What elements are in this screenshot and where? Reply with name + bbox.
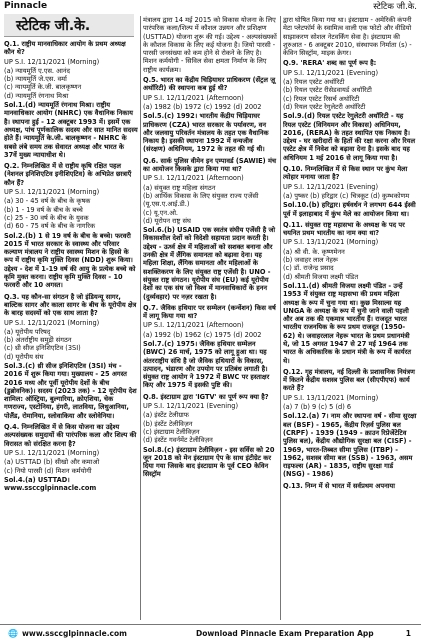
option: (a) 1992 (b) 1962 (c) 1975 (d) 2002 <box>143 330 262 339</box>
solution: Sol.6.(b) USAID एक स्वतंत्र संघीय एजेंसी है जो विकासशील देशों को विदेशी सहायता प्रदान करती है। उद्देश्य - ऊर्ध्व क्षेत्र में महिलाओं को सशक्त बनाना और उनकी क्षेत्र में लैंगिक समानता को बढ़ावा देना। यह महिला शिक्षा, लैंगिक समानता और महिलाओं के सशक्तिकरण के लिए संयुक्त राष्ट्र एजेंसी है। UNO - संयुक्त राष्ट्र संगठन। यूरोपीय संघ (EU) कई यूरोपीय देशों का एक संघ जो विश्व में मानवाधिकारों के हनन (दुर्व्यवहार) पर नज़र रखता है। <box>143 226 276 301</box>
option: (b) रियल एस्टेट रीसेडवायर्ड अथॉरिटी <box>283 86 372 95</box>
option: (d) 60 - 75 वर्ष के बीच के नागरिक <box>4 222 96 231</box>
solution: Sol.2.(b) 1 से 19 वर्ष के बीच के बच्चे। फरवरी 2015 में भारत सरकार के स्वास्थ्य और परिवार कल्याण मंत्रालय ने राष्ट्रीय स्वास्थ्य मिशन के हिस्से के रूप में राष्ट्रीय कृमि मुक्ति दिवस (NDD) शुरू किया। उद्देश्य - देश में 1-19 वर्ष की आयु के प्रत्येक बच्चे को कृमि मुक्त करना। राष्ट्रीय कृमि मुक्ति दिवस - 10 फरवरी और 10 अगस्त। <box>4 231 136 290</box>
option: (d) श्रीमती विजया लक्ष्मी पंडित <box>283 272 359 281</box>
option: (a) रियल एस्टेट अथॉरिटी <box>283 78 345 87</box>
option: (a) यूरोपीय परिषद् <box>4 327 51 336</box>
question: Q.11. संयुक्त राष्ट्र महासभा के अध्यक्ष के पद पर चयनित प्रथम भारतीय का नाम क्या था? <box>283 220 405 238</box>
solution: Sol.9.(d) रियल एस्टेट रेगुलेटरी अथॉरिटी - यह रियल एस्टेट (विनियमन और विकास) अधिनियम, 2016, (RERA) के तहत स्थापित एक निकाय है। उद्देश्य - घर खरीदारों के हितों की रक्षा करना और रियल एस्टेट क्षेत्र में निवेश को बढ़ावा देना है। इसके बाद यह अधिनियम 1 मई 2016 से लागू किया गया है। <box>283 112 416 162</box>
brand-name: Pinnacle <box>4 1 48 11</box>
question: Q.1. राष्ट्रीय मानवाधिकार आयोग के प्रथम अध्यक्ष कौन थे? <box>4 40 126 57</box>
exam-info: UP S.I. 12/11/2021 (Afternoon) <box>143 174 244 183</box>
option: (c) 25 - 30 वर्ष के बीच के युवक <box>4 213 89 222</box>
option: (a) इंस्टेंट टेलीग्राफ <box>143 411 189 420</box>
question: Q.2. निम्नलिखित में से राष्ट्रीय कृषि रक्षित पहल (नेशनल इनिशिएटिव इनीशिएटिव) के अभिप्रेत छात्राएँ कौन हैं? <box>4 162 132 187</box>
option: (c) यू.एन.ओ. <box>143 208 179 217</box>
option: (a) न्यायमूर्ति ए.एस. आनंद <box>4 66 71 75</box>
column-2 <box>143 16 277 620</box>
option: (d) यूरोपन राष्ट्र संघ <box>143 216 191 225</box>
header-subject: स्टेटिक जी.के. <box>373 2 417 12</box>
exam-info: UP S.I. 12/11/2021 (Evening) <box>283 182 379 191</box>
option: (d) न्यायमूर्ति रंगनाथ मिश्रा <box>4 91 69 100</box>
column-divider <box>140 16 141 620</box>
question: Q.9. 'RERA' शब्द का पूर्ण रूप है: <box>283 59 377 68</box>
option: (c) डॉ. राजेन्द्र प्रसाद <box>283 264 334 273</box>
option: (d) यूरोपीय संघ <box>4 352 44 361</box>
column-1 <box>4 38 138 620</box>
solution: Sol.4.(a) USTTAD। www.ssccglpinnacle.com <box>4 475 97 493</box>
solution: Sol.1.(d) न्यायमूर्ति रंगनाथ मिश्रा। राष्ट्रीय मानवाधिकार आयोग (NHRC) एक वैधानिक निकाय है। स्थापना हुई - 12 अक्टूबर 1993 में। इसमें एक अध्यक्ष, पांच पूर्णकालिक सदस्य और सात मानित सदस्य होते हैं। न्यायमूर्ति के.जी. बालकृष्णन - NHRC के सबसे लंबे समय तक सेवारत अध्यक्ष और भारत के 37वें मुख्य न्यायाधीश थे। <box>4 101 138 159</box>
option: (d) रियल एस्टेट रेगुलेटरी अथॉरिटी <box>283 102 366 111</box>
question: Q.8. इंस्टाग्राम द्वारा 'IGTV' का पूर्ण रूप क्या है? <box>143 392 269 401</box>
website-link[interactable]: www.ssccglpinnacle.com <box>22 629 127 638</box>
option: (b) न्यायमूर्ति जे.एस. वर्मा <box>4 75 67 84</box>
title-banner <box>4 14 134 37</box>
option: (d) इंस्टेंट गवर्नमेंट टेलीविज़न <box>143 436 213 445</box>
exam-info: UP S.I. 13/11/2021 (Morning) <box>283 393 379 402</box>
option: (c) न्यायमूर्ति के.जी. बालकृष्णन <box>4 83 82 92</box>
question: Q.7. जैविक हथियार पर सम्मेलन (कन्वेंशन) किस वर्ष में लागू किया गया था? <box>143 303 276 321</box>
exam-info: UP S.I. 12/11/2021 (Morning) <box>4 318 100 327</box>
option: (a) 7 (b) 9 (c) 5 (d) 6 <box>283 403 352 412</box>
page-number: 1 <box>405 629 411 638</box>
exam-info: UP S.I. 12/11/2021 (Evening) <box>283 68 379 77</box>
page-header <box>0 0 421 14</box>
option: (c) इंस्टाग्राम टेलीविज़न <box>143 427 200 436</box>
column-divider <box>280 16 281 620</box>
option: (a) संयुक्त राष्ट्र महिला संगठन <box>143 183 216 192</box>
page-title: स्टेटिक जी.के. <box>16 18 91 34</box>
column-3 <box>283 16 417 620</box>
exam-info: द्वारा घोषित किया गया था। इंस्टाग्राम - अमेरिकी कंपनी मेटा प्लेटफॉर्म के स्वामित्व वाली एक फोटो और वीडियो साझाकरण सोशल नेटवर्किंग सेवा है। इंस्टाग्राम की शुरुआत - 6 अक्टूबर 2010, संस्थापक निर्माता (s) - केविन सिस्ट्रॉम, माइक क्रेगर। <box>283 16 412 58</box>
option: (a) USTTAD (b) सीखो और कमाओ <box>4 458 100 467</box>
solution: Sol.3.(c) थ्री सीज इनिशिएटिव (3SI) मंच - 2016 में शुरू किया गया। मुख्यालय - 25 अगस्त 2016 मध्य और पूर्वी यूरोपीय देशों के बीच (डुब्रोवनिक)। सदस्य (2023 तक) - 12 यूरोपीय देश शामिल: ऑस्ट्रिया, बुल्गारिया, क्रोएशिया, चेक गणराज्य, एस्टोनिया, हंगरी, लातविया, लिथुआनिया, पोलैंड, रोमानिया, स्लोवाकिया और स्लोवेनिया। <box>4 361 137 420</box>
option: (b) 1 - 19 वर्ष के बीच के बच्चे <box>4 205 83 214</box>
exam-info: UP S.I. 12/11/2021 (Evening) <box>143 402 239 411</box>
exam-info: UP S.I. 12/11/2021 (Morning) <box>4 57 100 66</box>
option: (c) थ्री सीज इनिशिएटिव (3SI) <box>4 344 81 353</box>
solution: Sol.8.(c) इंस्टाग्राम टेलीविज़न - इस सर्विस को 20 जून 2018 को मेन इंस्टाग्राम ऐप के साथ इंटीग्रेट कर दिया गया जिसके बाद इंस्टाग्राम के पूर्व CEO केविन सिस्ट्रॉम <box>143 445 275 479</box>
question: Q.5. भारत का केंद्रीय चिड़ियाघर प्राधिकरण (सेंट्रल ज़ू अथॉरिटी) की स्थापना कब हुई थी? <box>143 76 276 93</box>
question: Q.6. सार्क पुलिस वीमेन इन एम्पावर्ड (SAWIE) मंच का आयोजन किसके द्वारा किया गया था? <box>143 156 277 174</box>
solution: Sol.12.(a) 7। नाम और स्थापना वर्ष - सीमा सुरक्षा बल (BSF) - 1965, केंद्रीय रिज़र्व पुलिस बल (CRPF) - 1939 (1949 - क्राउन रिप्रेजेंटेटिव पुलिस बल), केंद्रीय औद्योगिक सुरक्षा बल (CISF) - 1969, भारत-तिब्बत सीमा पुलिस (ITBP) - 1962, सशस्त्र सीमा बल (SSB) - 1963, असम राइफल्स (AR) - 1835, राष्ट्रीय सुरक्षा गार्ड (NSG) - 1986) <box>283 412 417 479</box>
solution: Sol.10.(b) हरिद्वार। हर्षवर्धन ने लगभग 644 ईस्वी पूर्व में इलाहाबाद में कुंभ मेले का आयोजन किया था। <box>283 201 416 218</box>
exam-info: UP S.I. 12/11/2021 (Afternoon) <box>143 93 244 102</box>
question: Q.13. निम्न में से भारत में सर्वप्रथम अपनाया <box>283 481 395 490</box>
option: (c) रियल एस्टेट रिसर्च अथॉरिटी <box>283 94 360 103</box>
option: (b) जवाहर लाल नेहरू <box>283 256 339 265</box>
page-footer <box>0 624 421 641</box>
option: (b) इंस्टेंट टेलीविज़न <box>143 419 193 428</box>
option: (a) श्री वी. के. कृष्णमेनन <box>283 247 345 256</box>
option: (a) 30 - 45 वर्ष के बीच के कृषक <box>4 197 91 206</box>
question: Q.12. गृह मंत्रालय, नई दिल्ली के प्रशासनिक नियंत्रण में कितने केंद्रीय सशस्त्र पुलिस बल (सीएपीएफ) कार्य करते हैं? <box>283 367 415 393</box>
exam-info: UP S.I. 12/11/2021 (Morning) <box>4 188 100 197</box>
option: (a) 1982 (b) 1972 (c) 1992 (d) 2002 <box>143 102 262 111</box>
question: Q.4. निम्नलिखित में से किस योजना का उद्देश्य अल्पसंख्यक समुदायों की पारंपरिक कला और शिल्प की विरासत को संरक्षित करना है? <box>4 423 137 448</box>
exam-info: UP S.I. 12/11/2021 (Morning) <box>4 448 100 457</box>
option: (b) अंतर्राष्ट्रीय समुद्री संगठन <box>4 336 72 345</box>
solution: Sol.5.(c) 1992। भारतीय केंद्रीय चिड़ियाघर प्राधिकरण (CZA) भारत सरकार के पर्यावरण, वन और जलवायु परिवर्तन मंत्रालय के तहत एक वैधानिक निकाय है। इसकी स्थापना 1992 में वन्यजीव (संरक्षण) अधिनियम, 1972 के तहत की गई थी। <box>143 112 269 154</box>
exam-info: UP S.I. 12/11/2021 (Afternoon) <box>143 321 244 330</box>
question: Q.3. यह कौन-सा संगठन है जो इंडियन्यू सागर, बाल्टिक सागर और काला सागर के बीच के यूरोपीय क्षेत्र के बारह सदस्यों को एक साथ लाता है? <box>4 292 137 318</box>
question: Q.10. निम्नलिखित में से किस स्थान पर कुंभ मेला त्योहार मनाया जाता है? <box>283 165 408 182</box>
option: (b) आर्थिक विकास के लिए संयुक्त राज्य एजेंसी (यू.एस.ए.आई.डी.) <box>143 191 259 209</box>
exam-info: UP S.I. 13/11/2021 (Morning) <box>283 238 379 247</box>
option: (c) नियो पारसी (d) मिशन कर्मयोगी <box>4 466 92 475</box>
solution: Sol.7.(c) 1975। जैविक हथियार सम्मेलन (BWC) 26 मार्च, 1975 को लागू हुआ था। यह अंतरराष्ट्रीय संधि है जो जैविक हथियारों के विकास, उत्पादन, भंडारण और उपयोग पर प्रतिबंध लगाती है। संयुक्त राष्ट्र आयोग ने 1972 में BWC पर हस्ताक्षर किए और 1975 में इसकी पुष्टि की। <box>143 339 270 390</box>
app-download-text[interactable]: Download Pinnacle Exam Preparation App <box>196 629 374 638</box>
exam-info: मंत्रालय द्वारा 14 मई 2015 को विकास योजना के लिए पारंपरिक कला/शिल्प में कौशल उन्नयन और प्रशिक्षण (USTTAD) योजना शुरू की गई। उद्देश्य - अल्पसंख्यकों के कौशल विकास के लिए कई योजना है। जियो पारसी - पारसी जनसंख्या को कम होने से रोकने के लिए है। मिशन कर्मयोगी - सिविल सेवा क्षमता निर्माण के लिए राष्ट्रीय कार्यक्रम। <box>143 16 277 74</box>
globe-icon: 🌐 <box>8 629 18 638</box>
solution: Sol.11.(d) श्रीमती विजया लक्ष्मी पंडित - उन्हें 1953 में संयुक्त राष्ट्र महासभा की प्रथम महिला अध्यक्ष के रूप में चुना गया था। कुछ मिसाल्स यह UNGA के अध्यक्ष के रूप में चुनी जाने वाली पहली और अब तक की एकमात्र भारतीय हैं। राजदूत भारत भारतीय राजनयिक के रूप प्रथम राजदूत (1950-62) थे। जवाहरलाल नेहरू भारत के प्रथम प्रधानमंत्री थे, जो 15 अगस्त 1947 से 27 मई 1964 तक भारत के अधिकारिक के प्रधान मंत्री के रूप में कार्यरत थे। <box>283 281 412 365</box>
option: (a) पुष्कर (b) हरिद्वार (c) चित्रकूट (d) कुम्भकोणम <box>283 191 410 200</box>
